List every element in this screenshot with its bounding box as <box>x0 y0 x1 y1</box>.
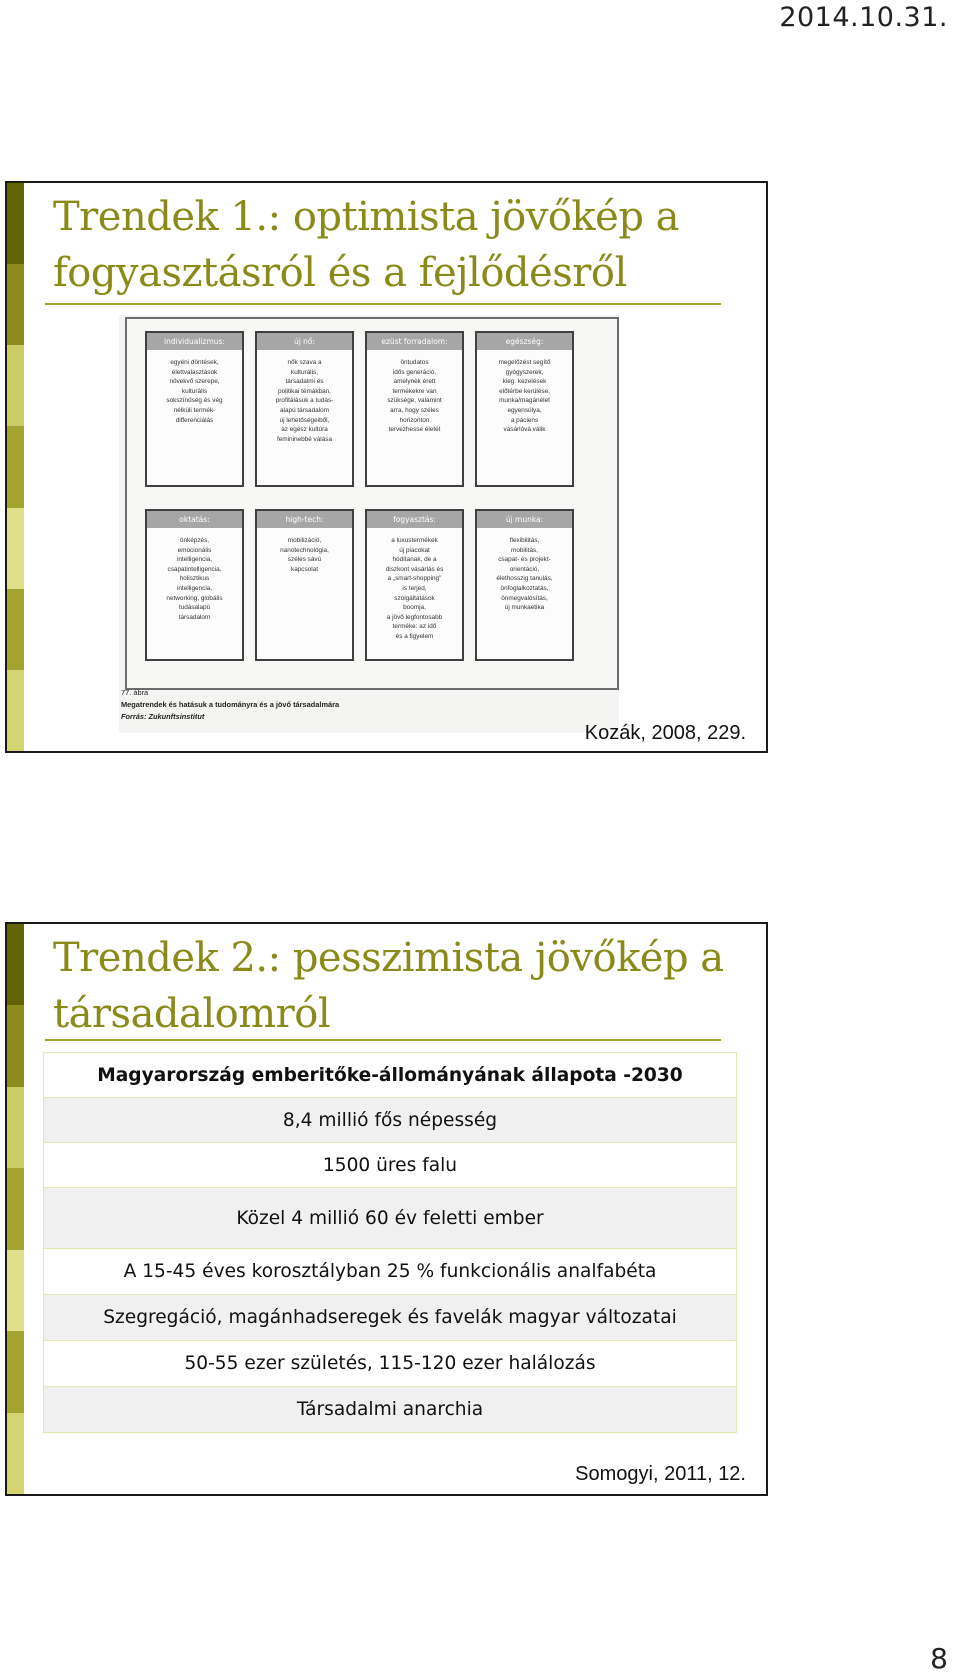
figure-box-label: új munka: <box>477 511 572 528</box>
figure-box <box>255 509 354 661</box>
table-cell: 50-55 ezer születés, 115-120 ezer halálozás <box>44 1341 737 1387</box>
sidebar-stripe <box>7 1413 24 1494</box>
slide-2 <box>5 922 768 1496</box>
slide-title <box>53 189 679 301</box>
sidebar-stripe <box>7 426 24 507</box>
figure-frame <box>125 317 619 690</box>
slide-title-line: Trendek 1.: optimista jövőkép a <box>53 194 680 240</box>
slide-title <box>53 930 724 1042</box>
human-capital-table <box>43 1052 737 1433</box>
sidebar-stripe <box>7 264 24 345</box>
figure-box-text: önképzés, emocionális intelligencia, csapatintelligencia, holisztikus intelligencia, networking, globális tudásalapú társadalom <box>166 537 223 621</box>
figure-source: Forrás: Zukunftsinstitut <box>121 712 205 721</box>
figure-box-text: nők szava a kulturális, társadalmi és politikai témákban, profitálásuk a tudás- alapú társadalom új lehetőségeiből, az egész kultúra femininebbé válása <box>275 359 334 443</box>
figure-box-text: egyéni döntések, élettvalasztások növekvő szerepe, kulturális sokszínűség és vég nélküli termék- differenciálás <box>166 359 223 424</box>
figure-box <box>365 509 464 661</box>
citation: Somogyi, 2011, 12. <box>575 1463 746 1485</box>
slide-title-line: fogyasztásról és a fejlődésről <box>53 250 627 296</box>
table-row <box>44 1143 737 1188</box>
figure-number: 77. ábra <box>121 688 149 697</box>
slide-title-line: társadalomról <box>53 991 331 1037</box>
figure-box-label: fogyasztás: <box>367 511 462 528</box>
sidebar-stripe <box>7 1005 24 1086</box>
slide-sidebar <box>7 924 24 1494</box>
figure-box <box>475 331 574 487</box>
figure-box-text: megelőzést segítő gyógyszerek, kieg. kezelések előtérbe kerülése, munka/magánélet egyensúlya, a páciens vásárlóvá válik <box>498 359 551 434</box>
table-row <box>44 1387 737 1433</box>
figure-box-label: high-tech: <box>257 511 352 528</box>
sidebar-stripe <box>7 1250 24 1331</box>
table-cell: Közel 4 millió 60 év feletti ember <box>44 1188 737 1249</box>
citation: Kozák, 2008, 229. <box>584 722 746 744</box>
figure-box <box>145 331 244 487</box>
sidebar-stripe <box>7 589 24 670</box>
sidebar-stripe <box>7 508 24 589</box>
table-header-cell: Magyarország emberitőke-állományának állapota -2030 <box>44 1053 737 1098</box>
table-row <box>44 1341 737 1387</box>
title-underline <box>45 303 721 305</box>
figure-box-text: flexibilitás, mobilitás, csapat- és projekt- orientáció, élethosszig tanulás, önfoglalkoztatás, önmegvalósítás, új munkaetika <box>496 537 553 612</box>
table-header-row <box>44 1053 737 1098</box>
figure-caption <box>121 687 339 723</box>
table-cell: Szegregáció, magánhadseregek és favelák magyar változatai <box>44 1295 737 1341</box>
figure-box-label: oktatás: <box>147 511 242 528</box>
sidebar-stripe <box>7 183 24 264</box>
page-number: 8 <box>930 1642 948 1675</box>
figure-box <box>475 509 574 661</box>
sidebar-stripe <box>7 345 24 426</box>
table-row <box>44 1295 737 1341</box>
sidebar-stripe <box>7 1331 24 1412</box>
table-row <box>44 1249 737 1295</box>
table-cell: 8,4 millió fős népesség <box>44 1098 737 1143</box>
table-row <box>44 1188 737 1249</box>
figure-box-text: mobilizáció, nanotechnológia, széles sávú kapcsolat <box>280 537 329 573</box>
figure-box-label: individualizmus: <box>147 333 242 350</box>
sidebar-stripe <box>7 670 24 751</box>
figure-box-text: a luxustermékek új piacokat hódítanak, de a diszkont vásárlás és a „smart-shopping" is terjed, szolgáltatások boomja, a jövő legfontosabb terméke: az idő és a figyelem <box>385 537 444 640</box>
slide-title-line: Trendek 2.: pesszimista jövőkép a <box>53 935 724 981</box>
table-cell: 1500 üres falu <box>44 1143 737 1188</box>
figure-box <box>365 331 464 487</box>
megatrends-figure <box>119 315 619 733</box>
slide-1 <box>5 181 768 753</box>
figure-box <box>145 509 244 661</box>
figure-title: Megatrendek és hatásuk a tudományra és a jövő társadalmára <box>121 700 340 709</box>
title-underline <box>45 1039 721 1041</box>
table-row <box>44 1098 737 1143</box>
table-cell: Társadalmi anarchia <box>44 1387 737 1433</box>
slide-sidebar <box>7 183 24 751</box>
header-date: 2014.10.31. <box>779 2 948 33</box>
sidebar-stripe <box>7 1087 24 1168</box>
sidebar-stripe <box>7 924 24 1005</box>
figure-box-label: új nő: <box>257 333 352 350</box>
figure-box-label: egészség: <box>477 333 572 350</box>
figure-box-label: ezüst forradalom: <box>367 333 462 350</box>
sidebar-stripe <box>7 1168 24 1249</box>
figure-box-text: öntudatos idős generáció, amelynek érett termékekre van szüksége, valamint arra, hogy széles horizonton tervezhesse életét <box>387 359 442 434</box>
figure-box <box>255 331 354 487</box>
table-cell: A 15-45 éves korosztályban 25 % funkcionális analfabéta <box>44 1249 737 1295</box>
